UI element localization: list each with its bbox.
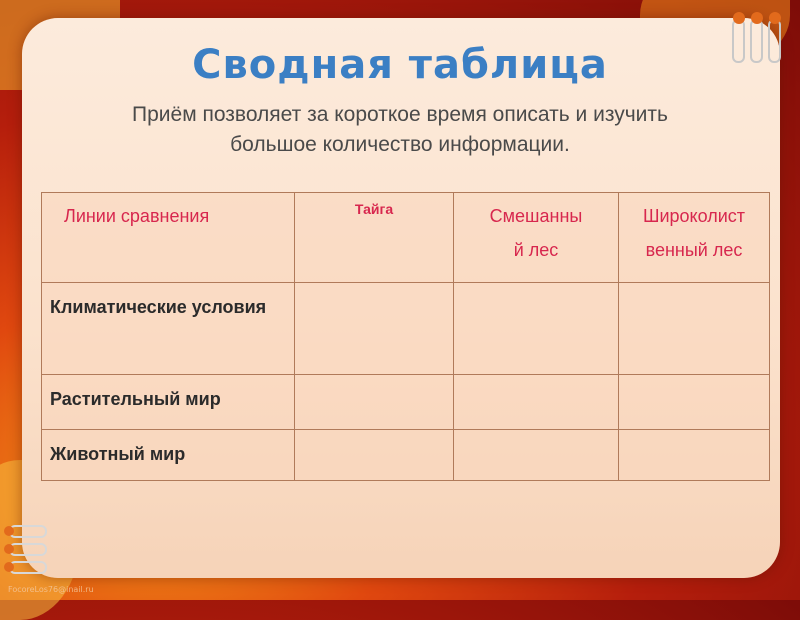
table-row — [42, 430, 770, 481]
paper-clips-corner-icon — [2, 524, 50, 580]
subtitle-line-2: большое количество информации. — [230, 133, 570, 156]
table-row — [42, 283, 770, 375]
column-header-comparison: Линии сравнения — [42, 193, 295, 283]
table-cell — [619, 430, 770, 481]
table-cell — [295, 283, 454, 375]
row-header-fauna: Животный мир — [42, 430, 295, 481]
column-header-broadleaf-forest: Широколист венный лес — [619, 193, 770, 283]
table-cell — [619, 283, 770, 375]
row-header-flora: Растительный мир — [42, 375, 295, 430]
table-cell — [454, 375, 619, 430]
table-cell — [454, 283, 619, 375]
row-header-climate: Климатические условия — [42, 283, 295, 375]
slide-subtitle — [0, 100, 800, 160]
table-header-row — [42, 193, 770, 283]
summary-table — [41, 192, 770, 481]
table-cell — [619, 375, 770, 430]
table-cell — [454, 430, 619, 481]
paper-clips-icon — [730, 8, 786, 66]
subtitle-line-1: Приём позволяет за короткое время описать и изучить — [132, 103, 668, 126]
column-header-taiga: Тайга — [295, 193, 454, 283]
table-cell — [295, 375, 454, 430]
table-row — [42, 375, 770, 430]
slide-title: Сводная таблица — [192, 42, 608, 88]
table-cell — [295, 430, 454, 481]
watermark-text: FocoreLos76@inail.ru — [8, 585, 94, 594]
column-header-mixed-forest: Смешанны й лес — [454, 193, 619, 283]
